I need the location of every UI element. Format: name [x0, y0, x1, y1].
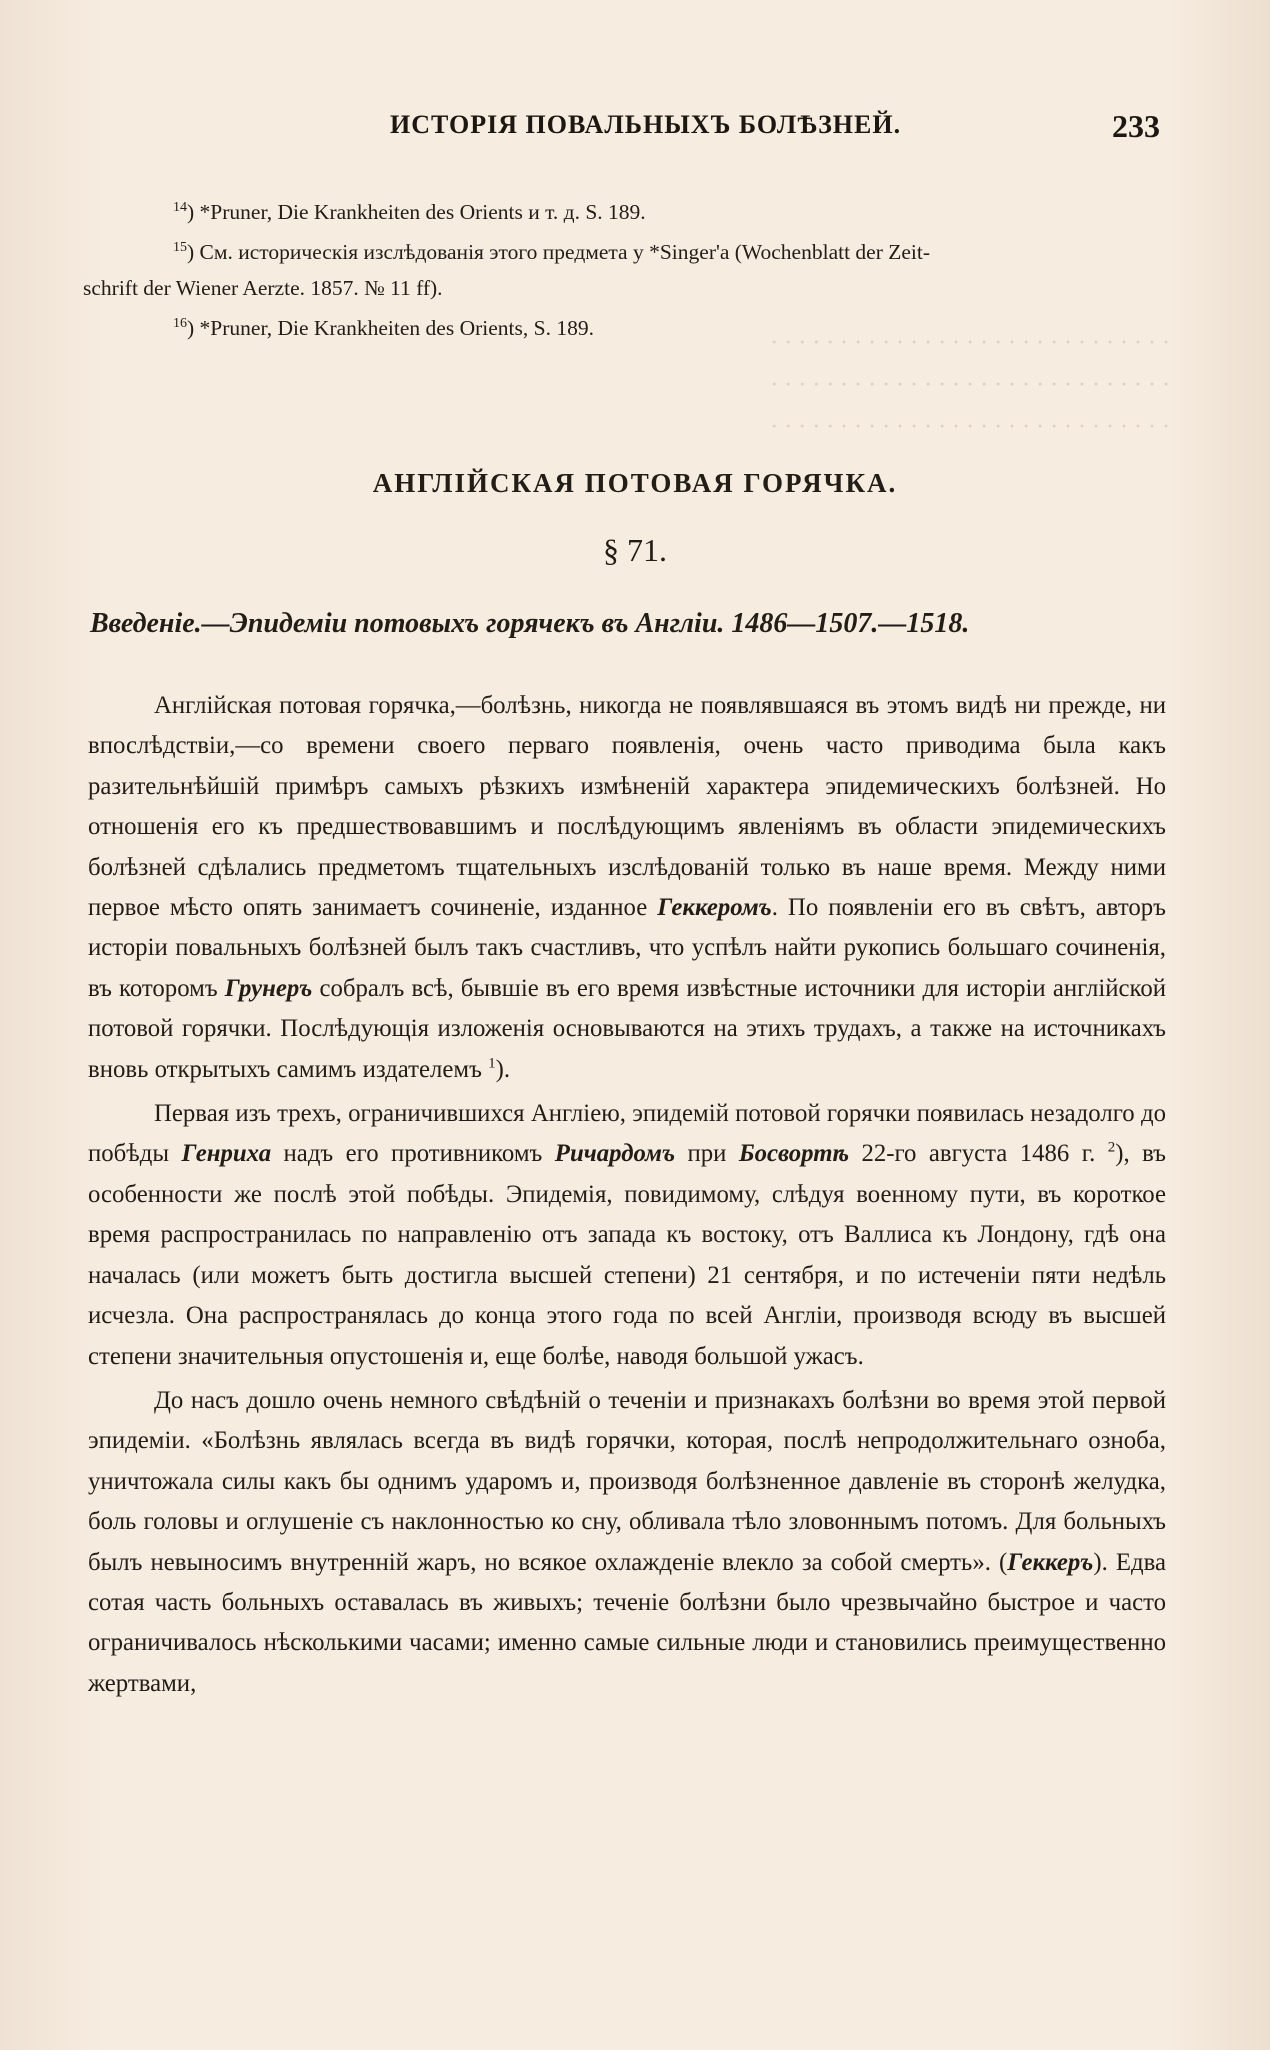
paragraph-3: До насъ дошло очень немного свѣдѣній о теченіи и признакахъ болѣзни во время этой первой эпидеміи. «Болѣзнь являлась всегда въ видѣ горячки, которая, послѣ непродолжительнаго озноба, уничтожала силы какъ бы однимъ ударомъ и, производя болѣзненное давленіе въ сторонѣ желудка, боль головы и оглушеніе съ наклонностью ко сну, обливала тѣло зловоннымъ потомъ. Для больныхъ былъ невыносимъ внутренній жаръ, но всякое охлажденіе влекло за собой смерть». (Геккеръ). Едва сотая часть больныхъ оставалась въ живыхъ; теченіе болѣзни было чрезвычайно быстрое и часто ограничивалось нѣсколькими часами; именно самые сильные люди и становились преимущественно жертвами, — [88, 1386, 1166, 1697]
section-title: АНГЛІЙСКАЯ ПОТОВАЯ ГОРЯЧКА. — [372, 468, 898, 498]
bleed-through-text: · · · · · · · · · · · · · · · · · · · · · · · · · · · · · — [770, 372, 1170, 398]
paragraph-2: Первая изъ трехъ, ограничившихся Англіею, эпидемій потовой горячки появилась незадолго до побѣды Генриха надъ его противникомъ Ричардомъ при Босвортѣ 22-го августа 1486 г. $^2$), въ особенности же послѣ этой побѣды. Эпидемія, повидимому, слѣдуя военному пути, въ короткое время распространилась по направленію отъ запада къ востоку, отъ Валлиса къ Лондону, гдѣ она началась (или можетъ быть достигла высшей степени) 21 сентября, и по истеченіи пяти недѣль исчезла. Она распространялась до конца этого года по всей Англіи, производя всюду въ высшей степени значительныя опустошенія и, еще болѣе, наводя большой ужасъ. — [88, 1100, 1167, 1370]
footnote-16: $^{16}$) *Pruner, Die Krankheiten des Orients, S. 189. — [173, 316, 594, 341]
running-head: ИСТОРІЯ ПОВАЛЬНЫХЪ БОЛѢЗНЕЙ. — [390, 110, 902, 139]
footnotes — [83, 190, 1173, 346]
section-number: § 71. — [603, 532, 667, 568]
bleed-through-text: · · · · · · · · · · · · · · · · · · · · · · · · · · · · · — [770, 330, 1170, 356]
footnote-15: $^{15}$) См. историческія изслѣдованія этого предмета у *Singer'а (Wochenblatt der Zeit- — [173, 240, 931, 265]
footnote-15-continuation: schrift der Wiener Aerzte. 1857. № 11 ff). — [83, 276, 443, 301]
footnote-14: $^{14}$) *Pruner, Die Krankheiten des Orients и т. д. S. 189. — [173, 200, 646, 225]
page-number: 233 — [1112, 108, 1160, 144]
bleed-through-text: · · · · · · · · · · · · · · · · · · · · · · · · · · · · · — [770, 414, 1170, 440]
paragraph-1: Англійская потовая горячка,—болѣзнь, никогда не появлявшаяся въ этомъ видѣ ни прежде, ни впослѣдствіи,—со времени своего перваго появленія, очень часто приводима была какъ разительнѣйшій примѣръ самыхъ рѣзкихъ измѣненій характера эпидемическихъ болѣзней. Но отношенія его къ предшествовавшимъ и послѣдующимъ явленіямъ въ области эпидемическихъ болѣзней сдѣлались предметомъ тщательныхъ изслѣдованій только въ наше время. Между ними первое мѣсто опять занимаетъ сочиненіе, изданное Геккеромъ. По появленіи его въ свѣтъ, авторъ исторіи повальныхъ болѣзней былъ такъ счастливъ, что успѣлъ найти рукопись большаго сочиненія, въ которомъ Грунеръ собралъ всѣ, бывшіе въ его время извѣстные источники для исторіи англійской потовой горячки. Послѣдующія изложенія основываются на этихъ трудахъ, а также на источникахъ вновь открытыхъ самимъ издателемъ $^1$). — [88, 692, 1167, 1083]
section-subtitle: Введеніе.—Эпидеміи потовыхъ горячекъ въ Англіи. 1486—1507.—1518. — [90, 608, 970, 639]
body-text — [88, 686, 1166, 1704]
